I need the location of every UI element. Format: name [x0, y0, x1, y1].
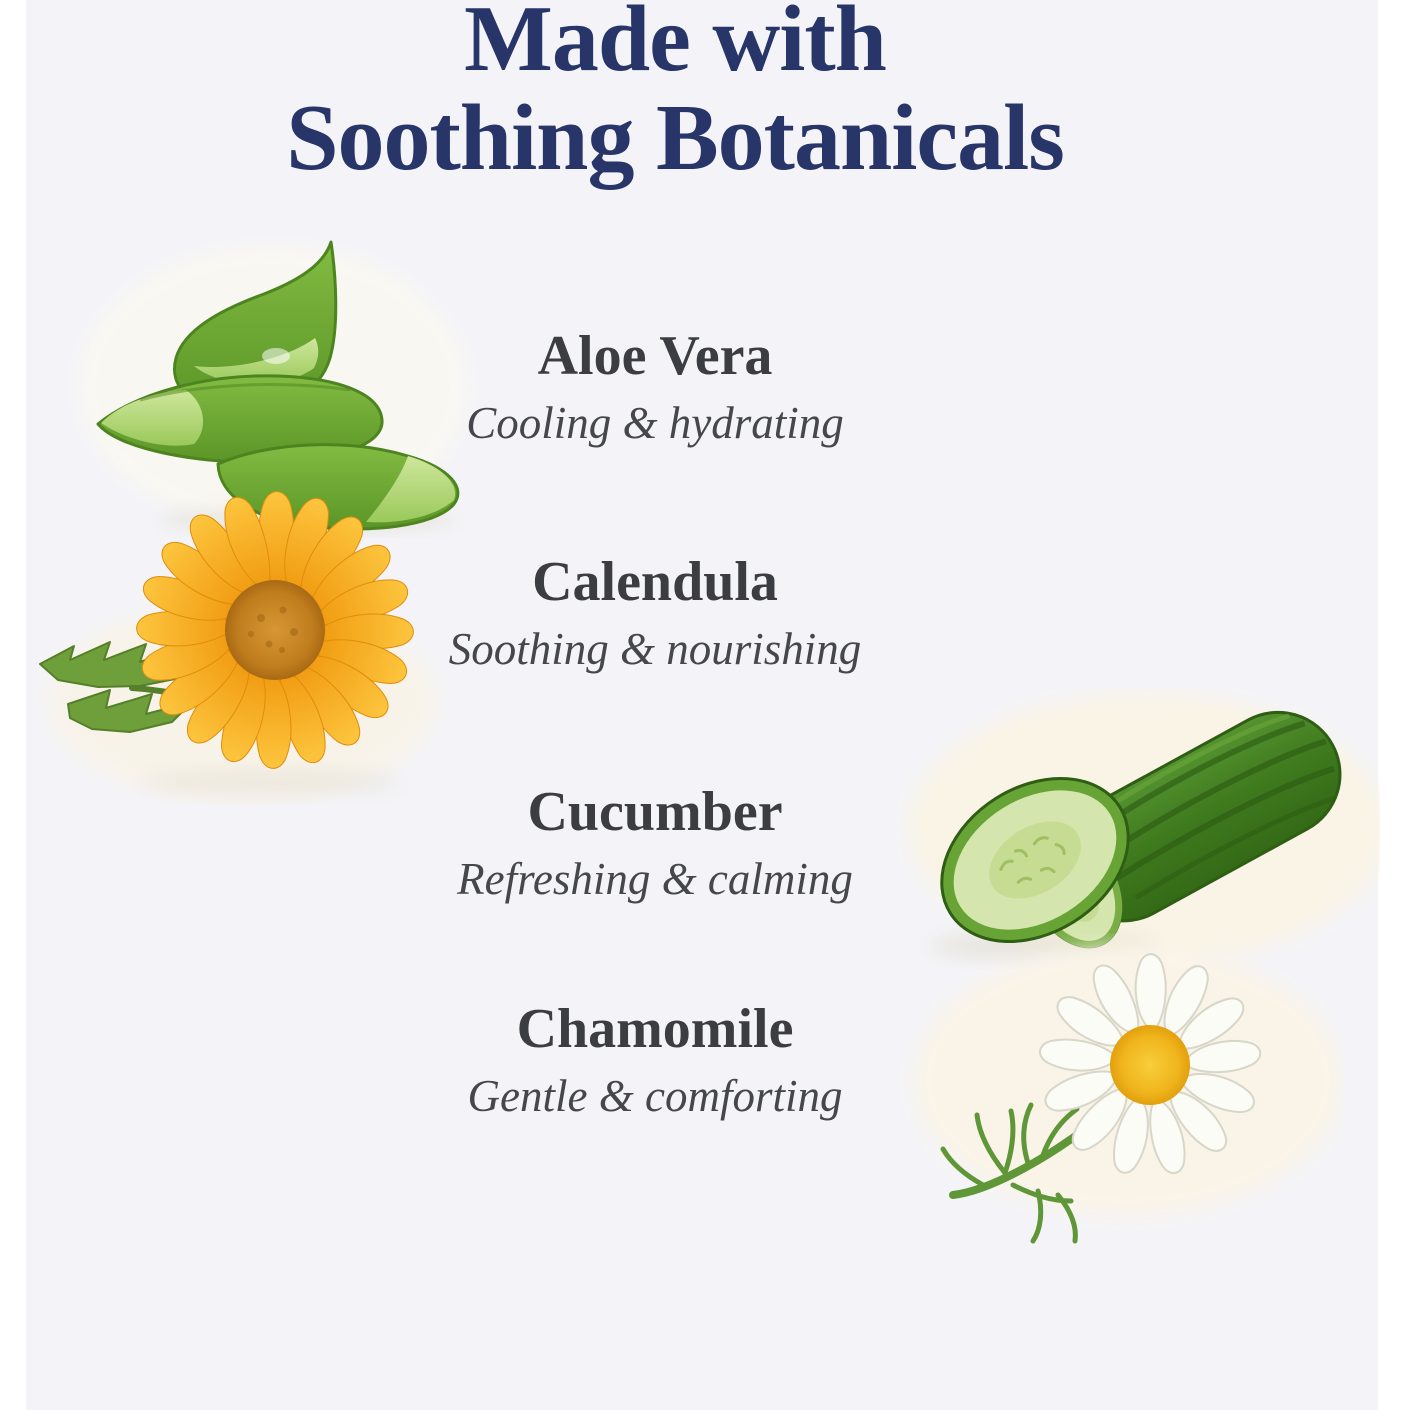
- page-title: [0, 0, 1350, 190]
- right-margin: [1378, 0, 1410, 1410]
- ingredient-name: Cucumber: [527, 781, 783, 843]
- ingredient-calendula: [305, 551, 1005, 676]
- ingredient-benefit: Cooling & hydrating: [466, 398, 844, 448]
- ingredient-cucumber: [305, 781, 1005, 906]
- ingredient-name: Chamomile: [516, 998, 794, 1060]
- ingredient-chamomile: [305, 998, 1005, 1123]
- ingredient-benefit: Refreshing & calming: [457, 854, 853, 904]
- title-line-2: Soothing Botanicals: [286, 85, 1064, 190]
- ingredient-benefit: Soothing & nourishing: [448, 624, 862, 674]
- title-line-1: Made with: [464, 0, 886, 91]
- ingredient-name: Calendula: [532, 551, 778, 613]
- ingredient-aloe-vera: [305, 325, 1005, 450]
- ingredient-name: Aloe Vera: [537, 325, 773, 387]
- ingredient-benefit: Gentle & comforting: [467, 1071, 843, 1121]
